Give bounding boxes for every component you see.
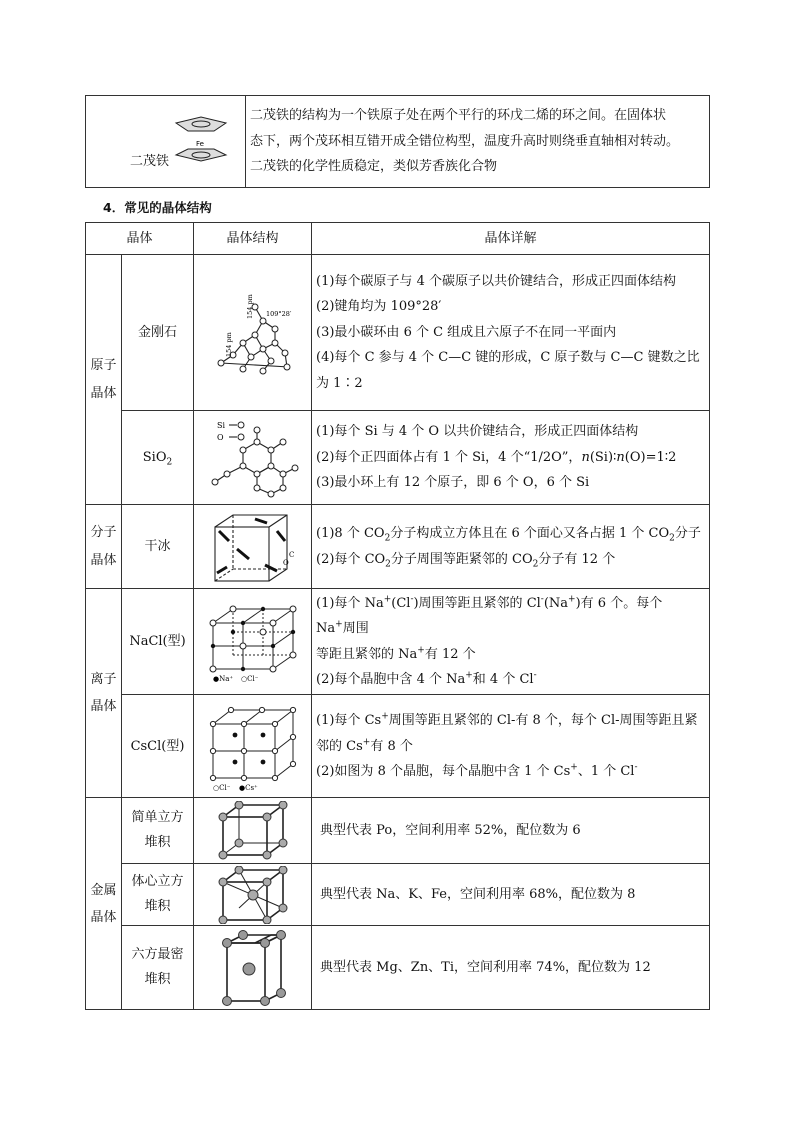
ferrocene-name: 二茂铁 xyxy=(130,153,170,169)
diamond-line-2: (2)键角均为 109°28′ xyxy=(316,299,442,315)
diamond-angle-label: 109°28′ xyxy=(265,309,291,318)
ferrocene-line-1: 二茂铁的结构为一个铁原子处在两个平行的环戊二烯的环之间。在固体状 xyxy=(250,108,667,124)
diamond-image-cell xyxy=(194,255,312,411)
cscl-line-1: (1)每个 Cs+周围等距且紧邻的 Cl-有 8 个，每个 Cl-周围等距且紧 xyxy=(316,712,698,729)
cscl-legend-cs: ●Cs⁺ xyxy=(238,784,258,793)
sio2-o-label: O xyxy=(216,432,224,442)
group-metallic xyxy=(86,798,122,1010)
dryice-c-label: C xyxy=(288,550,294,559)
metal-bcc-detail: 典型代表 Na、K、Fe，空间利用率 68%，配位数为 8 xyxy=(312,864,710,926)
group-ionic xyxy=(86,589,122,798)
group-atomic xyxy=(86,255,122,505)
metal-simple-name-1: 简单立方 xyxy=(131,810,184,826)
diamond-detail xyxy=(312,255,710,411)
diamond-bond-label-1: 154 pm xyxy=(245,293,254,319)
dryice-image-cell xyxy=(194,505,312,589)
nacl-line-2: 等距且紧邻的 Na+有 12 个 xyxy=(316,645,476,662)
nacl-image-cell xyxy=(194,589,312,695)
diamond-line-4: (4)每个 C 参与 4 个 C—C 键的形成，C 原子数与 C—C 键数之比 xyxy=(316,350,700,366)
dryice-detail xyxy=(312,505,710,589)
metal-hcp-detail: 典型代表 Mg、Zn、Ti，空间利用率 74%，配位数为 12 xyxy=(312,926,710,1010)
cscl-structure-image xyxy=(205,700,301,792)
dryice-structure-image xyxy=(207,509,299,585)
sio2-name xyxy=(122,411,194,505)
dryice-name: 干冰 xyxy=(122,505,194,589)
sio2-name-sub: 2 xyxy=(166,457,173,468)
metal-simple-name xyxy=(122,798,194,864)
diamond-line-5: 为 1∶2 xyxy=(316,375,363,391)
ferrocene-line-2: 态下，两个茂环相互错开成全错位构型，温度升高时则绕垂直轴相对转动。 xyxy=(250,133,680,149)
nacl-detail xyxy=(312,589,710,695)
section-title: 4．常见的晶体结构 xyxy=(103,200,212,215)
metal-hcp-name xyxy=(122,926,194,1010)
nacl-legend-cl: ○Cl⁻ xyxy=(240,674,258,683)
dryice-line-2: (2)每个 $CO_2$分子周围等距紧邻的 $CO_2$分子有 12 个 xyxy=(316,551,616,570)
metal-hcp-name-2: 堆积 xyxy=(144,971,171,987)
dryice-o-label: O xyxy=(282,558,289,567)
metal-bcc-name xyxy=(122,864,194,926)
body-centered-cubic-image xyxy=(215,866,291,924)
cscl-line-2: 邻的 Cs+有 8 个 xyxy=(316,737,413,754)
fe-label: Fe xyxy=(196,139,204,148)
cscl-image-cell xyxy=(194,695,312,798)
nacl-structure-image xyxy=(205,601,301,683)
metal-simple-name-2: 堆积 xyxy=(144,834,171,850)
diamond-name: 金刚石 xyxy=(122,255,194,411)
cscl-line-3: (2)如图为 8 个晶胞，每个晶胞中含 1 个 Cs+、1 个 Cl- xyxy=(316,762,638,780)
sio2-image-cell xyxy=(194,411,312,505)
group-molecular xyxy=(86,505,122,589)
metal-simple-detail: 典型代表 Po，空间利用率 52%，配位数为 6 xyxy=(312,798,710,864)
metal-simple-image-cell xyxy=(194,798,312,864)
hexagonal-close-packed-image xyxy=(215,929,291,1007)
header-crystal: 晶体 xyxy=(86,223,194,255)
crystal-table xyxy=(85,222,710,1010)
sio2-si-label: Si xyxy=(216,420,225,430)
dryice-line-1: (1)8 个 $CO_2$分子构成立方体且在 6 个面心又各占据 1 个 $CO_2$分子 xyxy=(316,526,701,544)
header-detail: 晶体详解 xyxy=(312,223,710,255)
sio2-line-1: (1)每个 Si 与 4 个 O 以共价键结合，形成正四面体结构 xyxy=(316,424,639,440)
group-ionic-line-2: 晶体 xyxy=(90,699,117,715)
diamond-bond-label-2: 154 pm xyxy=(224,331,233,357)
sio2-line-3: (3)最小环上有 12 个原子，即 6 个 O，6 个 Si xyxy=(316,475,590,491)
group-atomic-line-1: 原子 xyxy=(90,358,117,374)
ferrocene-image-cell xyxy=(86,96,246,188)
cscl-name: CsCl(型) xyxy=(122,695,194,798)
group-metallic-line-1: 金属 xyxy=(90,882,117,898)
nacl-line-3: (2)每个晶胞中含 4 个 Na+和 4 个 Cl- xyxy=(316,670,537,688)
sio2-line-2: (2)每个正四面体占有 1 个 Si，4 个“1/2O”，n(Si)∶n(O)=1∶2 xyxy=(316,449,677,465)
metal-hcp-image-cell xyxy=(194,926,312,1010)
nacl-legend-na: ●Na⁺ xyxy=(212,674,233,683)
cscl-legend-cl: ○Cl⁻ xyxy=(212,784,230,793)
nacl-line-1: (1)每个 Na+(Cl-)周围等距且紧邻的 Cl-(Na+)有 6 个。每个 Na+周围 xyxy=(316,594,663,637)
ferrocene-line-3: 二茂铁的化学性质稳定，类似芳香族化合物 xyxy=(250,159,498,175)
diamond-line-3: (3)最小碳环由 6 个 C 组成且六原子不在同一平面内 xyxy=(316,324,617,340)
diamond-structure-image xyxy=(203,283,303,383)
metal-hcp-name-1: 六方最密 xyxy=(131,947,184,963)
group-metallic-line-2: 晶体 xyxy=(90,909,117,925)
sio2-detail xyxy=(312,411,710,505)
group-ionic-line-1: 离子 xyxy=(90,671,117,687)
ferrocene-detail xyxy=(246,96,710,188)
simple-cubic-image xyxy=(215,801,291,861)
cscl-detail xyxy=(312,695,710,798)
sio2-structure-image xyxy=(203,416,303,500)
ferrocene-structure-image xyxy=(156,111,246,181)
ferrocene-table xyxy=(85,95,710,188)
group-atomic-line-2: 晶体 xyxy=(90,385,117,401)
group-molecular-line-1: 分子 xyxy=(90,525,117,541)
sio2-name-base: SiO xyxy=(142,449,167,465)
diamond-line-1: (1)每个碳原子与 4 个碳原子以共价键结合，形成正四面体结构 xyxy=(316,274,676,290)
metal-bcc-name-1: 体心立方 xyxy=(131,874,184,890)
metal-bcc-image-cell xyxy=(194,864,312,926)
nacl-name: NaCl(型) xyxy=(122,589,194,695)
metal-bcc-name-2: 堆积 xyxy=(144,898,171,914)
group-molecular-line-2: 晶体 xyxy=(90,552,117,568)
header-structure: 晶体结构 xyxy=(194,223,312,255)
